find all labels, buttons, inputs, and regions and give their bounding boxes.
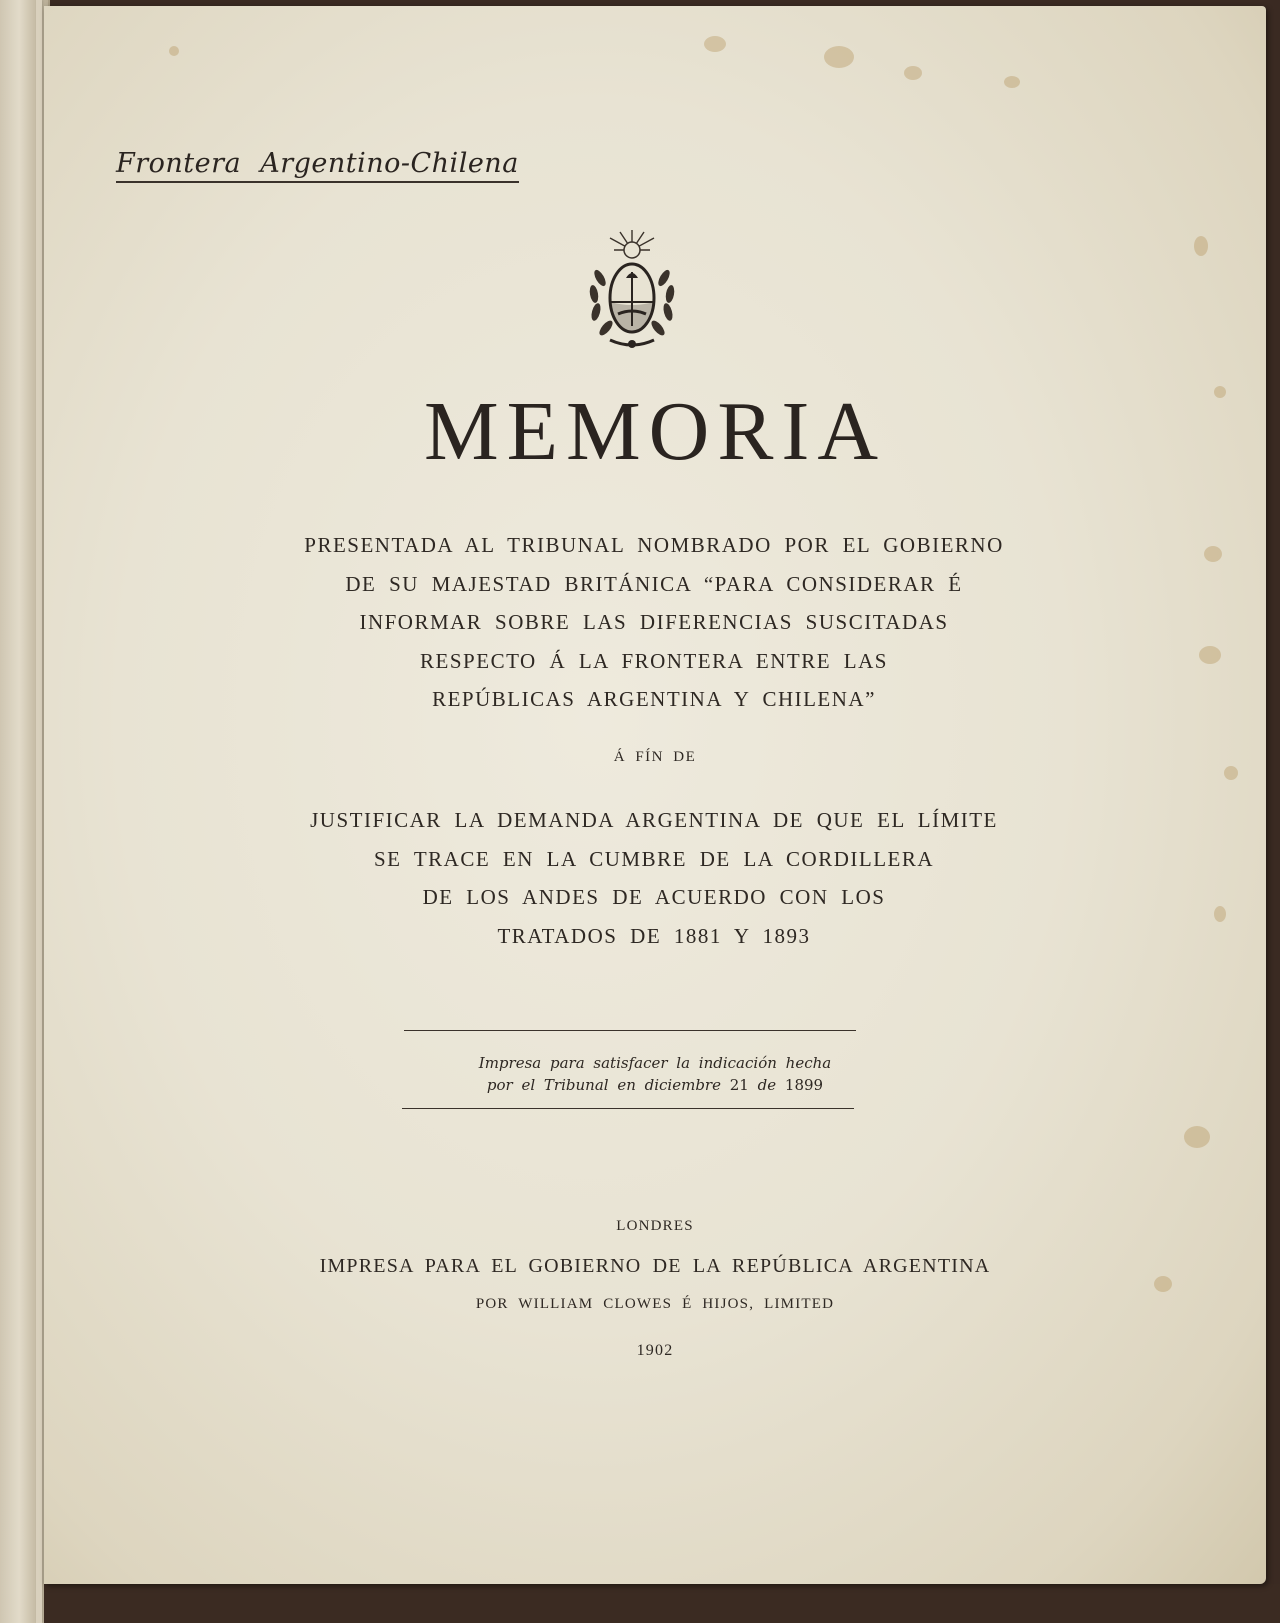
purpose-line: SE TRACE EN LA CUMBRE DE LA CORDILLERA (373, 846, 935, 871)
title-page (44, 6, 1266, 1584)
subtitle-line: PRESENTADA AL TRIBUNAL NOMBRADO POR EL GOBIERNO (304, 533, 1004, 557)
imprint-printed-for: IMPRESA PARA EL GOBIERNO DE LA REPÚBLICA ARGENTINA (319, 1255, 991, 1277)
note-year: 1899 (784, 1076, 824, 1094)
subtitle-line: INFORMAR SOBRE LAS DIFERENCIAS SUSCITADAS (359, 610, 949, 634)
divider-bottom (402, 1108, 854, 1109)
printing-note (44, 1052, 1266, 1096)
series-title: Frontera Argentino-Chilena (116, 148, 519, 183)
subtitle-line: DE SU MAJESTAD BRITÁNICA “PARA CONSIDERAR É (345, 571, 963, 596)
note-line-1-text: Impresa para satisfacer la indicación hecha (478, 1054, 832, 1072)
note-day: 21 (729, 1076, 749, 1094)
connector-text: Á FÍN DE (613, 749, 697, 765)
note-line-2-text-a: por el Tribunal en diciembre (486, 1076, 721, 1094)
binding-page-edge (36, 0, 42, 1623)
subtitle-block (204, 526, 1104, 719)
note-line-1 (44, 1052, 1266, 1074)
book-cover-edge (44, 1584, 1280, 1623)
subtitle-line: RESPECTO Á LA FRONTERA ENTRE LAS (420, 648, 888, 673)
main-title: MEMORIA (423, 385, 886, 478)
note-line-2 (44, 1074, 1266, 1096)
purpose-line: TRATADOS DE 1881 Y 1893 (497, 923, 811, 948)
purpose-line: JUSTIFICAR LA DEMANDA ARGENTINA DE QUE EL LÍMITE (310, 808, 998, 832)
argentine-coat-of-arms-icon (580, 228, 684, 356)
imprint-city: LONDRES (616, 1218, 694, 1234)
book-binding (0, 0, 50, 1623)
subtitle-line: REPÚBLICAS ARGENTINA Y CHILENA” (432, 687, 876, 711)
divider-top (404, 1030, 856, 1031)
imprint-year: 1902 (636, 1342, 674, 1359)
imprint-printer: POR WILLIAM CLOWES É HIJOS, LIMITED (475, 1296, 835, 1312)
note-line-2-text-b: de (757, 1076, 777, 1094)
purpose-line: DE LOS ANDES DE ACUERDO CON LOS (422, 885, 886, 909)
purpose-block (204, 801, 1104, 955)
